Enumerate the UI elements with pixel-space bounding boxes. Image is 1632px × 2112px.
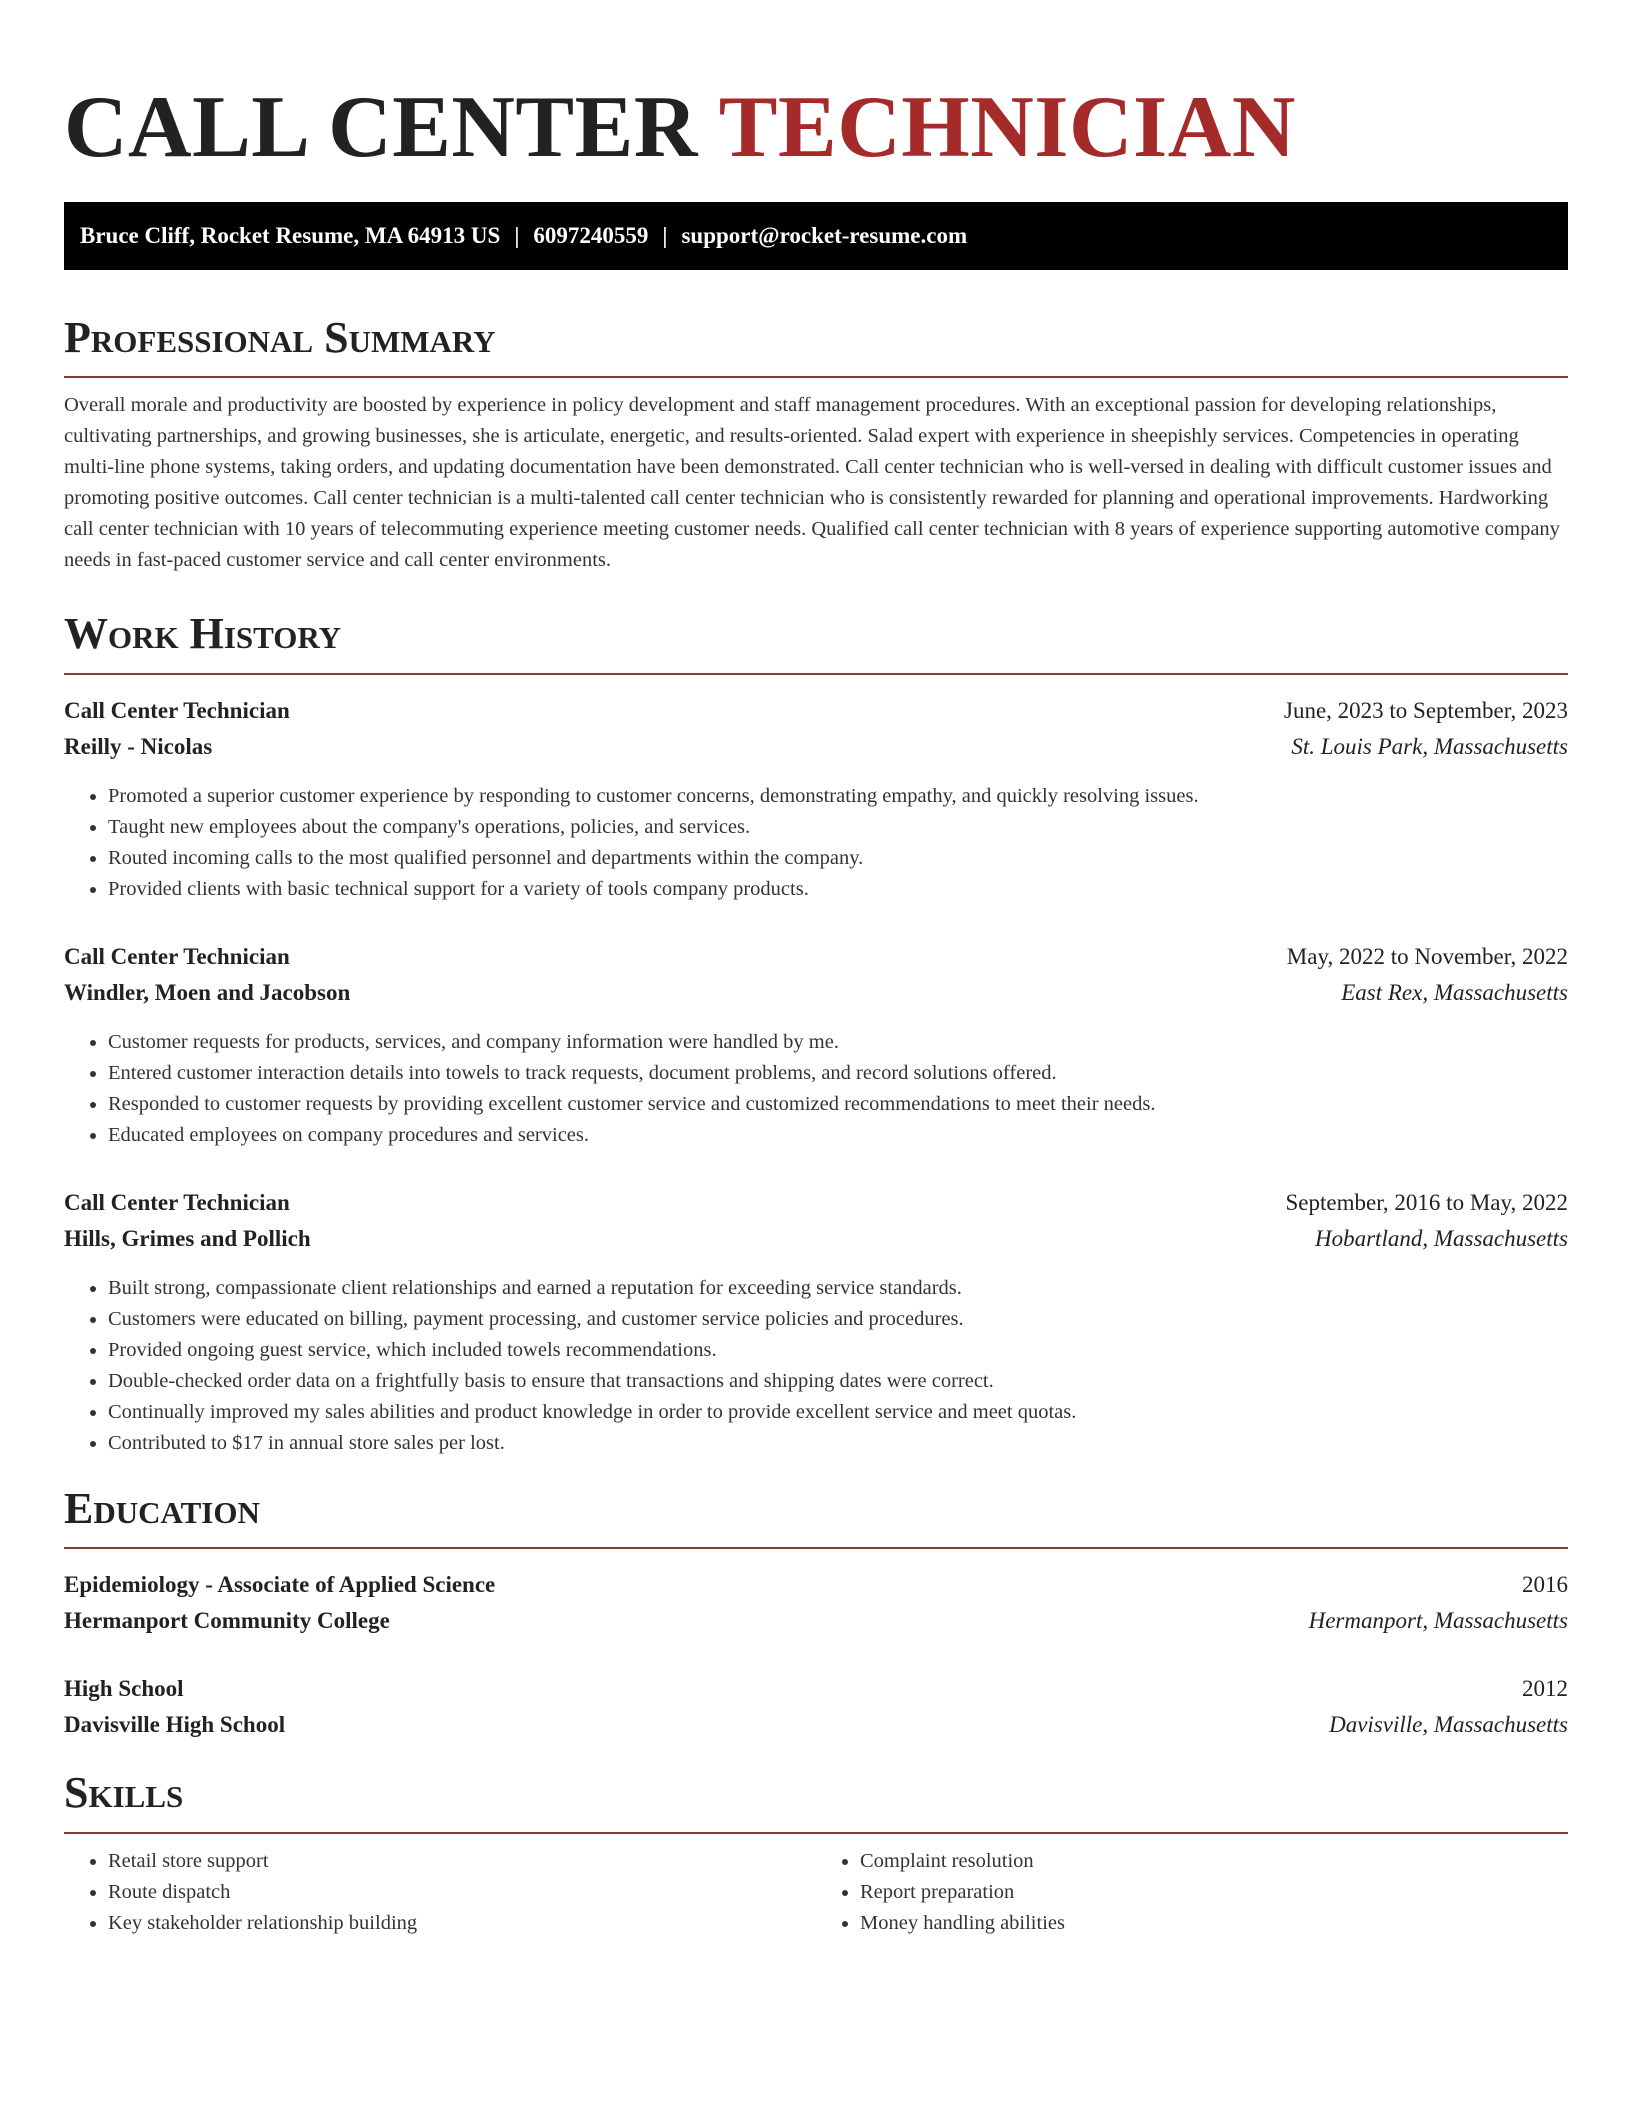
job-dates: September, 2016 to May, 2022	[1285, 1189, 1568, 1215]
contact-email: support@rocket-resume.com	[681, 223, 968, 248]
job-bullets	[64, 781, 1568, 905]
skill-item: • Complaint resolution	[860, 1846, 1568, 1877]
list-item: • Responded to customer requests by providing excellent customer service and customized recommendations to meet their needs.	[108, 1089, 1568, 1120]
list-item: • Provided clients with basic technical support for a variety of tools company products.	[108, 874, 1568, 905]
list-item: • Taught new employees about the company's operations, policies, and services.	[108, 812, 1568, 843]
education-school-row	[64, 1707, 1568, 1743]
job-bullets	[64, 1027, 1568, 1151]
skill-item: • Route dispatch	[108, 1877, 816, 1908]
skills-column-left	[64, 1846, 816, 1939]
work-history-heading: Work History	[64, 609, 342, 659]
job-header-row	[64, 693, 1568, 729]
job-title: Call Center Technician	[64, 1189, 290, 1215]
list-item: • Contributed to $17 in annual store sales per lost.	[108, 1428, 1568, 1459]
contact-address: Bruce Cliff, Rocket Resume, MA 64913 US	[80, 223, 501, 248]
education-location: Hermanport, Massachusetts	[1308, 1608, 1568, 1634]
summary-heading: Professional Summary	[64, 313, 496, 362]
job-dates: May, 2022 to November, 2022	[1286, 943, 1568, 969]
education-year: 2016	[1522, 1572, 1568, 1598]
section-divider	[64, 673, 1568, 675]
job-company: Windler, Moen and Jacobson	[64, 979, 351, 1005]
job-header-row	[64, 939, 1568, 975]
list-item: • Routed incoming calls to the most qualified personnel and departments within the company.	[108, 843, 1568, 874]
education-entry-2	[64, 1671, 1568, 1743]
job-header-row	[64, 1185, 1568, 1221]
section-divider	[64, 1832, 1568, 1834]
job-location: Hobartland, Massachusetts	[1315, 1225, 1568, 1251]
job-entry-1	[64, 693, 1568, 905]
skill-item: • Retail store support	[108, 1846, 816, 1877]
job-company: Hills, Grimes and Pollich	[64, 1225, 311, 1251]
list-item: • Promoted a superior customer experience by responding to customer concerns, demonstrating empathy, and quickly resolving issues.	[108, 781, 1568, 812]
education-year: 2012	[1522, 1676, 1568, 1702]
education-entry-1	[64, 1567, 1568, 1639]
list-item: • Entered customer interaction details into towels to track requests, document problems, and record solutions offered.	[108, 1058, 1568, 1089]
skill-item: • Key stakeholder relationship building	[108, 1908, 816, 1939]
job-location: East Rex, Massachusetts	[1341, 979, 1568, 1005]
page-title	[64, 79, 1296, 176]
education-degree-row	[64, 1567, 1568, 1603]
skills-heading: Skills	[64, 1768, 184, 1818]
list-item: • Built strong, compassionate client relationships and earned a reputation for exceeding service standards.	[108, 1273, 1568, 1304]
job-title: Call Center Technician	[64, 697, 290, 723]
education-degree: Epidemiology - Associate of Applied Science	[64, 1572, 496, 1598]
title-accent: TECHNICIAN	[718, 79, 1296, 176]
contact-separator: |	[662, 223, 668, 248]
job-company-row	[64, 729, 1568, 765]
list-item: • Continually improved my sales abilities and product knowledge in order to provide excellent service and meet quotas.	[108, 1397, 1568, 1428]
job-company: Reilly - Nicolas	[64, 733, 213, 759]
education-school: Hermanport Community College	[64, 1608, 390, 1634]
skills-column-right	[816, 1846, 1568, 1939]
education-school-row	[64, 1603, 1568, 1639]
title-row	[64, 52, 1568, 176]
job-company-row	[64, 1221, 1568, 1257]
section-divider	[64, 376, 1568, 378]
education-degree: High School	[64, 1676, 184, 1702]
job-title: Call Center Technician	[64, 943, 290, 969]
contact-phone: 6097240559	[533, 223, 649, 248]
list-item: • Provided ongoing guest service, which included towels recommendations.	[108, 1335, 1568, 1366]
education-location: Davisville, Massachusetts	[1329, 1712, 1568, 1738]
skills-list	[64, 1846, 1568, 1939]
job-bullets	[64, 1273, 1568, 1459]
list-item: • Customer requests for products, services, and company information were handled by me.	[108, 1027, 1568, 1058]
contact-bar	[64, 202, 1568, 270]
education-degree-row	[64, 1671, 1568, 1707]
skill-item: • Money handling abilities	[860, 1908, 1568, 1939]
list-item: • Double-checked order data on a frightfully basis to ensure that transactions and shipping dates were correct.	[108, 1366, 1568, 1397]
skill-item: • Report preparation	[860, 1877, 1568, 1908]
job-company-row	[64, 975, 1568, 1011]
contact-separator: |	[514, 223, 520, 248]
title-main: CALL CENTER	[64, 79, 698, 176]
job-location: St. Louis Park, Massachusetts	[1291, 733, 1568, 759]
education-heading: Education	[64, 1483, 260, 1533]
list-item: • Customers were educated on billing, payment processing, and customer service policies and procedures.	[108, 1304, 1568, 1335]
list-item: • Educated employees on company procedures and services.	[108, 1120, 1568, 1151]
section-divider	[64, 1547, 1568, 1549]
education-school: Davisville High School	[64, 1712, 286, 1738]
job-dates: June, 2023 to September, 2023	[1284, 697, 1568, 723]
summary-text: Overall morale and productivity are boosted by experience in policy development and staff management procedures. With an exceptional passion for developing relationships, cultivating partnerships, and growing businesses, she is articulate, energetic, and results-oriented. Salad expert with experience in sheepishly services. Competencies in operating multi-line phone systems, taking orders, and updating documentation have been demonstrated. Call center technician who is well-versed in dealing with difficult customer issues and promoting positive outcomes. Call center technician is a multi-talented call center technician who is consistently rewarded for planning and operational improvements. Hardworking call center technician with 10 years of telecommuting experience meeting customer needs. Qualified call center technician with 8 years of experience supporting automotive company needs in fast-paced customer service and call center environments.	[64, 394, 1560, 572]
job-entry-2	[64, 939, 1568, 1151]
job-entry-3	[64, 1185, 1568, 1459]
